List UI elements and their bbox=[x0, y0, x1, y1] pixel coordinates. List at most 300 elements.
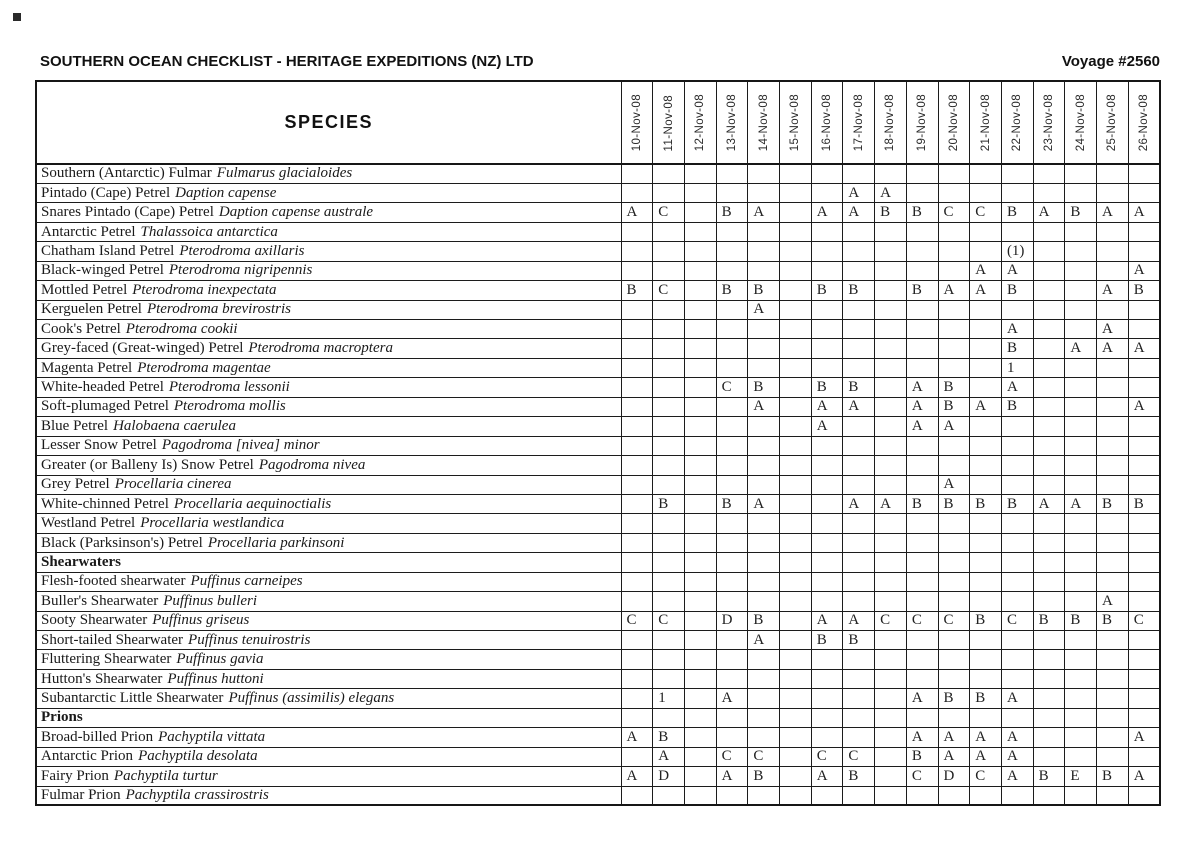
value-cell bbox=[780, 281, 812, 300]
value-cell bbox=[684, 397, 716, 416]
value-cell bbox=[748, 358, 780, 377]
value-cell bbox=[748, 553, 780, 572]
table-row bbox=[36, 320, 1160, 339]
value-cell: B bbox=[1128, 494, 1160, 513]
value-cell: A bbox=[1033, 494, 1065, 513]
value-cell bbox=[875, 339, 907, 358]
value-cell bbox=[938, 669, 970, 688]
species-cell bbox=[36, 339, 621, 358]
value-cell bbox=[748, 572, 780, 591]
value-cell bbox=[716, 456, 748, 475]
value-cell: A bbox=[748, 494, 780, 513]
species-common-name: Buller's Shearwater bbox=[41, 592, 159, 609]
value-cell: C bbox=[938, 203, 970, 222]
value-cell bbox=[653, 358, 685, 377]
value-cell: B bbox=[938, 689, 970, 708]
value-cell bbox=[843, 358, 875, 377]
species-cell bbox=[36, 436, 621, 455]
value-cell bbox=[716, 339, 748, 358]
value-cell bbox=[748, 786, 780, 805]
date-column-header bbox=[780, 81, 812, 164]
species-scientific-name: Procellaria cinerea bbox=[114, 476, 232, 493]
value-cell bbox=[1065, 728, 1097, 747]
date-label: 24-Nov-08 bbox=[1074, 93, 1087, 151]
value-cell bbox=[1001, 475, 1033, 494]
date-label: 26-Nov-08 bbox=[1137, 93, 1150, 151]
value-cell: A bbox=[843, 611, 875, 630]
species-cell bbox=[36, 650, 621, 669]
species-cell bbox=[36, 611, 621, 630]
value-cell bbox=[906, 456, 938, 475]
value-cell: A bbox=[716, 689, 748, 708]
value-cell: B bbox=[875, 203, 907, 222]
table-row bbox=[36, 358, 1160, 377]
value-cell: A bbox=[938, 475, 970, 494]
value-cell bbox=[1065, 572, 1097, 591]
header-row bbox=[36, 81, 1160, 164]
value-cell bbox=[843, 300, 875, 319]
value-cell: A bbox=[938, 281, 970, 300]
value-cell: D bbox=[653, 767, 685, 786]
table-row bbox=[36, 456, 1160, 475]
value-cell bbox=[780, 436, 812, 455]
value-cell bbox=[1128, 786, 1160, 805]
value-cell bbox=[1065, 417, 1097, 436]
value-cell bbox=[970, 708, 1002, 727]
value-cell bbox=[1033, 514, 1065, 533]
value-cell bbox=[653, 475, 685, 494]
value-cell bbox=[716, 475, 748, 494]
value-cell: C bbox=[811, 747, 843, 766]
value-cell bbox=[653, 708, 685, 727]
value-cell bbox=[780, 339, 812, 358]
value-cell bbox=[780, 533, 812, 552]
value-cell bbox=[716, 164, 748, 183]
value-cell bbox=[875, 669, 907, 688]
value-cell bbox=[1033, 417, 1065, 436]
value-cell bbox=[811, 242, 843, 261]
value-cell bbox=[716, 631, 748, 650]
value-cell: A bbox=[1033, 203, 1065, 222]
value-cell bbox=[653, 222, 685, 241]
value-cell: A bbox=[1097, 203, 1129, 222]
value-cell bbox=[653, 339, 685, 358]
value-cell bbox=[1097, 183, 1129, 202]
value-cell bbox=[1001, 631, 1033, 650]
value-cell: A bbox=[843, 183, 875, 202]
value-cell bbox=[938, 514, 970, 533]
value-cell: A bbox=[1128, 203, 1160, 222]
date-column-header bbox=[906, 81, 938, 164]
value-cell bbox=[970, 553, 1002, 572]
value-cell bbox=[684, 689, 716, 708]
value-cell: B bbox=[653, 494, 685, 513]
value-cell: A bbox=[843, 397, 875, 416]
species-common-name: Black-winged Petrel bbox=[41, 262, 164, 279]
value-cell bbox=[1097, 261, 1129, 280]
value-cell bbox=[1097, 378, 1129, 397]
value-cell: A bbox=[811, 767, 843, 786]
table-row bbox=[36, 281, 1160, 300]
value-cell: A bbox=[1001, 689, 1033, 708]
value-cell bbox=[906, 572, 938, 591]
value-cell bbox=[811, 261, 843, 280]
value-cell bbox=[875, 281, 907, 300]
value-cell: A bbox=[1001, 728, 1033, 747]
value-cell bbox=[748, 592, 780, 611]
value-cell bbox=[780, 669, 812, 688]
species-common-name: Antarctic Prion bbox=[41, 748, 134, 765]
value-cell: A bbox=[1128, 339, 1160, 358]
species-common-name: Broad-billed Prion bbox=[41, 728, 154, 745]
species-scientific-name: Pterodroma cookii bbox=[125, 320, 238, 337]
value-cell bbox=[1033, 572, 1065, 591]
species-scientific-name: Puffinus (assimilis) elegans bbox=[228, 690, 395, 707]
date-column-header bbox=[1128, 81, 1160, 164]
value-cell bbox=[780, 650, 812, 669]
value-cell bbox=[748, 261, 780, 280]
value-cell bbox=[1065, 164, 1097, 183]
species-scientific-name: Thalassoica antarctica bbox=[140, 223, 278, 240]
date-column-header bbox=[1065, 81, 1097, 164]
species-cell bbox=[36, 261, 621, 280]
value-cell bbox=[621, 222, 653, 241]
species-scientific-name: Daption capense bbox=[175, 184, 277, 201]
value-cell bbox=[653, 320, 685, 339]
value-cell bbox=[1033, 320, 1065, 339]
value-cell: A bbox=[875, 494, 907, 513]
value-cell bbox=[1097, 572, 1129, 591]
value-cell bbox=[938, 650, 970, 669]
species-common-name: Magenta Petrel bbox=[41, 359, 133, 376]
value-cell bbox=[938, 708, 970, 727]
value-cell bbox=[811, 572, 843, 591]
value-cell bbox=[906, 533, 938, 552]
value-cell: A bbox=[1097, 339, 1129, 358]
value-cell bbox=[843, 728, 875, 747]
value-cell bbox=[1001, 572, 1033, 591]
value-cell bbox=[970, 417, 1002, 436]
value-cell bbox=[1065, 514, 1097, 533]
value-cell bbox=[906, 242, 938, 261]
value-cell bbox=[1033, 222, 1065, 241]
species-scientific-name: Puffinus carneipes bbox=[190, 573, 303, 590]
value-cell bbox=[780, 786, 812, 805]
species-cell bbox=[36, 320, 621, 339]
value-cell bbox=[621, 261, 653, 280]
value-cell bbox=[843, 261, 875, 280]
value-cell bbox=[780, 514, 812, 533]
species-common-name: Kerguelen Petrel bbox=[41, 301, 142, 318]
species-scientific-name: Puffinus tenuirostris bbox=[188, 631, 311, 648]
value-cell: A bbox=[970, 261, 1002, 280]
value-cell bbox=[653, 242, 685, 261]
species-cell bbox=[36, 553, 621, 572]
species-common-name: Black (Parksinson's) Petrel bbox=[41, 534, 203, 551]
value-cell bbox=[970, 592, 1002, 611]
value-cell bbox=[1128, 300, 1160, 319]
value-cell bbox=[1033, 164, 1065, 183]
value-cell: C bbox=[621, 611, 653, 630]
value-cell bbox=[1033, 261, 1065, 280]
value-cell bbox=[621, 494, 653, 513]
value-cell: A bbox=[1001, 767, 1033, 786]
table-row bbox=[36, 203, 1160, 222]
table-row bbox=[36, 397, 1160, 416]
value-cell bbox=[1097, 728, 1129, 747]
value-cell bbox=[1001, 786, 1033, 805]
value-cell: A bbox=[1128, 767, 1160, 786]
value-cell bbox=[1033, 631, 1065, 650]
species-common-name: Fulmar Prion bbox=[41, 786, 121, 803]
value-cell bbox=[780, 611, 812, 630]
value-cell bbox=[970, 436, 1002, 455]
value-cell: B bbox=[1001, 203, 1033, 222]
value-cell bbox=[843, 320, 875, 339]
species-scientific-name: Puffinus gavia bbox=[176, 651, 264, 668]
value-cell bbox=[1065, 650, 1097, 669]
value-cell: C bbox=[970, 203, 1002, 222]
value-cell bbox=[684, 767, 716, 786]
value-cell bbox=[748, 728, 780, 747]
species-scientific-name: Pterodroma macroptera bbox=[248, 340, 393, 357]
species-scientific-name: Procellaria aequinoctialis bbox=[173, 495, 332, 512]
value-cell bbox=[906, 708, 938, 727]
value-cell bbox=[684, 747, 716, 766]
value-cell bbox=[621, 592, 653, 611]
value-cell bbox=[875, 222, 907, 241]
scan-artifact bbox=[13, 13, 21, 21]
value-cell bbox=[811, 358, 843, 377]
value-cell bbox=[843, 475, 875, 494]
value-cell bbox=[811, 300, 843, 319]
value-cell bbox=[875, 689, 907, 708]
date-label: 20-Nov-08 bbox=[947, 93, 960, 151]
value-cell: C bbox=[970, 767, 1002, 786]
value-cell bbox=[1097, 786, 1129, 805]
value-cell bbox=[653, 592, 685, 611]
species-cell bbox=[36, 397, 621, 416]
value-cell bbox=[621, 378, 653, 397]
value-cell bbox=[1097, 650, 1129, 669]
table-row bbox=[36, 767, 1160, 786]
species-common-name: Greater (or Balleny Is) Snow Petrel bbox=[41, 456, 254, 473]
value-cell bbox=[684, 533, 716, 552]
species-common-name: Snares Pintado (Cape) Petrel bbox=[41, 204, 214, 221]
value-cell bbox=[970, 514, 1002, 533]
value-cell: B bbox=[1001, 494, 1033, 513]
value-cell: B bbox=[1097, 767, 1129, 786]
value-cell bbox=[716, 786, 748, 805]
species-cell bbox=[36, 281, 621, 300]
value-cell bbox=[684, 300, 716, 319]
value-cell bbox=[875, 786, 907, 805]
value-cell: B bbox=[938, 494, 970, 513]
species-scientific-name: Pterodroma brevirostris bbox=[146, 301, 291, 318]
species-cell bbox=[36, 164, 621, 183]
date-column-header bbox=[1001, 81, 1033, 164]
value-cell bbox=[621, 300, 653, 319]
value-cell bbox=[621, 669, 653, 688]
value-cell bbox=[621, 553, 653, 572]
species-scientific-name: Procellaria parkinsoni bbox=[207, 534, 345, 551]
species-common-name: Chatham Island Petrel bbox=[41, 242, 175, 259]
value-cell bbox=[843, 572, 875, 591]
value-cell bbox=[748, 456, 780, 475]
value-cell bbox=[684, 358, 716, 377]
date-label: 11-Nov-08 bbox=[662, 94, 675, 151]
value-cell bbox=[748, 708, 780, 727]
value-cell bbox=[1128, 183, 1160, 202]
species-cell bbox=[36, 417, 621, 436]
value-cell bbox=[843, 786, 875, 805]
checklist-table bbox=[35, 80, 1161, 806]
value-cell bbox=[716, 669, 748, 688]
value-cell bbox=[653, 261, 685, 280]
species-column-header: SPECIES bbox=[36, 81, 621, 164]
value-cell bbox=[875, 514, 907, 533]
species-scientific-name: Pachyptila crassirostris bbox=[125, 786, 269, 803]
value-cell bbox=[1001, 436, 1033, 455]
value-cell bbox=[653, 397, 685, 416]
value-cell bbox=[1065, 786, 1097, 805]
value-cell bbox=[621, 475, 653, 494]
value-cell bbox=[1065, 436, 1097, 455]
value-cell bbox=[684, 203, 716, 222]
value-cell bbox=[1033, 689, 1065, 708]
species-scientific-name: Puffinus griseus bbox=[152, 612, 250, 629]
value-cell: B bbox=[1065, 611, 1097, 630]
value-cell: B bbox=[938, 378, 970, 397]
value-cell bbox=[653, 514, 685, 533]
value-cell bbox=[1128, 572, 1160, 591]
value-cell bbox=[938, 339, 970, 358]
value-cell bbox=[780, 164, 812, 183]
value-cell bbox=[1128, 320, 1160, 339]
table-row bbox=[36, 261, 1160, 280]
value-cell bbox=[653, 650, 685, 669]
value-cell bbox=[1097, 533, 1129, 552]
value-cell bbox=[843, 456, 875, 475]
value-cell bbox=[684, 436, 716, 455]
species-common-name: Prions bbox=[41, 709, 83, 726]
table-row bbox=[36, 242, 1160, 261]
species-cell bbox=[36, 242, 621, 261]
value-cell bbox=[875, 456, 907, 475]
value-cell bbox=[748, 533, 780, 552]
species-cell bbox=[36, 203, 621, 222]
species-cell bbox=[36, 728, 621, 747]
value-cell bbox=[938, 320, 970, 339]
value-cell bbox=[906, 514, 938, 533]
value-cell bbox=[938, 261, 970, 280]
species-common-name: Soft-plumaged Petrel bbox=[41, 398, 169, 415]
value-cell: B bbox=[1128, 281, 1160, 300]
species-common-name: Fairy Prion bbox=[41, 767, 109, 784]
table-row bbox=[36, 222, 1160, 241]
value-cell bbox=[906, 183, 938, 202]
value-cell bbox=[875, 261, 907, 280]
value-cell bbox=[716, 320, 748, 339]
value-cell: B bbox=[970, 494, 1002, 513]
value-cell bbox=[653, 164, 685, 183]
value-cell bbox=[1001, 592, 1033, 611]
value-cell bbox=[653, 553, 685, 572]
value-cell bbox=[875, 242, 907, 261]
species-common-name: Short-tailed Shearwater bbox=[41, 631, 184, 648]
value-cell: A bbox=[811, 203, 843, 222]
species-cell bbox=[36, 669, 621, 688]
value-cell bbox=[906, 475, 938, 494]
voyage-number: Voyage #2560 bbox=[1061, 53, 1160, 70]
species-scientific-name: Pterodroma axillaris bbox=[179, 242, 305, 259]
value-cell bbox=[906, 592, 938, 611]
value-cell bbox=[621, 436, 653, 455]
species-cell bbox=[36, 689, 621, 708]
species-common-name: Fluttering Shearwater bbox=[41, 651, 172, 668]
value-cell bbox=[1128, 475, 1160, 494]
date-column-header bbox=[1097, 81, 1129, 164]
species-common-name: White-chinned Petrel bbox=[41, 495, 169, 512]
value-cell bbox=[716, 358, 748, 377]
value-cell bbox=[906, 631, 938, 650]
value-cell bbox=[1033, 339, 1065, 358]
value-cell: A bbox=[970, 281, 1002, 300]
value-cell bbox=[1065, 358, 1097, 377]
value-cell: B bbox=[1097, 611, 1129, 630]
value-cell bbox=[970, 339, 1002, 358]
value-cell bbox=[780, 300, 812, 319]
value-cell bbox=[1065, 320, 1097, 339]
value-cell bbox=[1065, 397, 1097, 416]
value-cell bbox=[938, 631, 970, 650]
species-common-name: Grey Petrel bbox=[41, 476, 110, 493]
value-cell: A bbox=[811, 611, 843, 630]
value-cell: B bbox=[716, 203, 748, 222]
table-row bbox=[36, 514, 1160, 533]
value-cell bbox=[684, 708, 716, 727]
value-cell bbox=[875, 417, 907, 436]
species-cell bbox=[36, 378, 621, 397]
value-cell bbox=[621, 572, 653, 591]
table-row bbox=[36, 611, 1160, 630]
value-cell: B bbox=[748, 767, 780, 786]
species-cell bbox=[36, 514, 621, 533]
value-cell: C bbox=[653, 281, 685, 300]
value-cell bbox=[1033, 378, 1065, 397]
value-cell bbox=[1065, 281, 1097, 300]
value-cell bbox=[716, 397, 748, 416]
value-cell: D bbox=[938, 767, 970, 786]
value-cell bbox=[875, 378, 907, 397]
species-common-name: White-headed Petrel bbox=[41, 379, 164, 396]
value-cell bbox=[748, 320, 780, 339]
table-row bbox=[36, 183, 1160, 202]
species-common-name: Subantarctic Little Shearwater bbox=[41, 690, 224, 707]
value-cell bbox=[1001, 514, 1033, 533]
species-common-name: Pintado (Cape) Petrel bbox=[41, 184, 171, 201]
species-common-name: Sooty Shearwater bbox=[41, 612, 148, 629]
value-cell bbox=[1001, 553, 1033, 572]
date-label: 25-Nov-08 bbox=[1106, 93, 1119, 151]
value-cell bbox=[748, 222, 780, 241]
value-cell: (1) bbox=[1001, 242, 1033, 261]
value-cell bbox=[1128, 669, 1160, 688]
value-cell: C bbox=[938, 611, 970, 630]
value-cell bbox=[780, 397, 812, 416]
value-cell bbox=[1065, 183, 1097, 202]
value-cell bbox=[684, 475, 716, 494]
